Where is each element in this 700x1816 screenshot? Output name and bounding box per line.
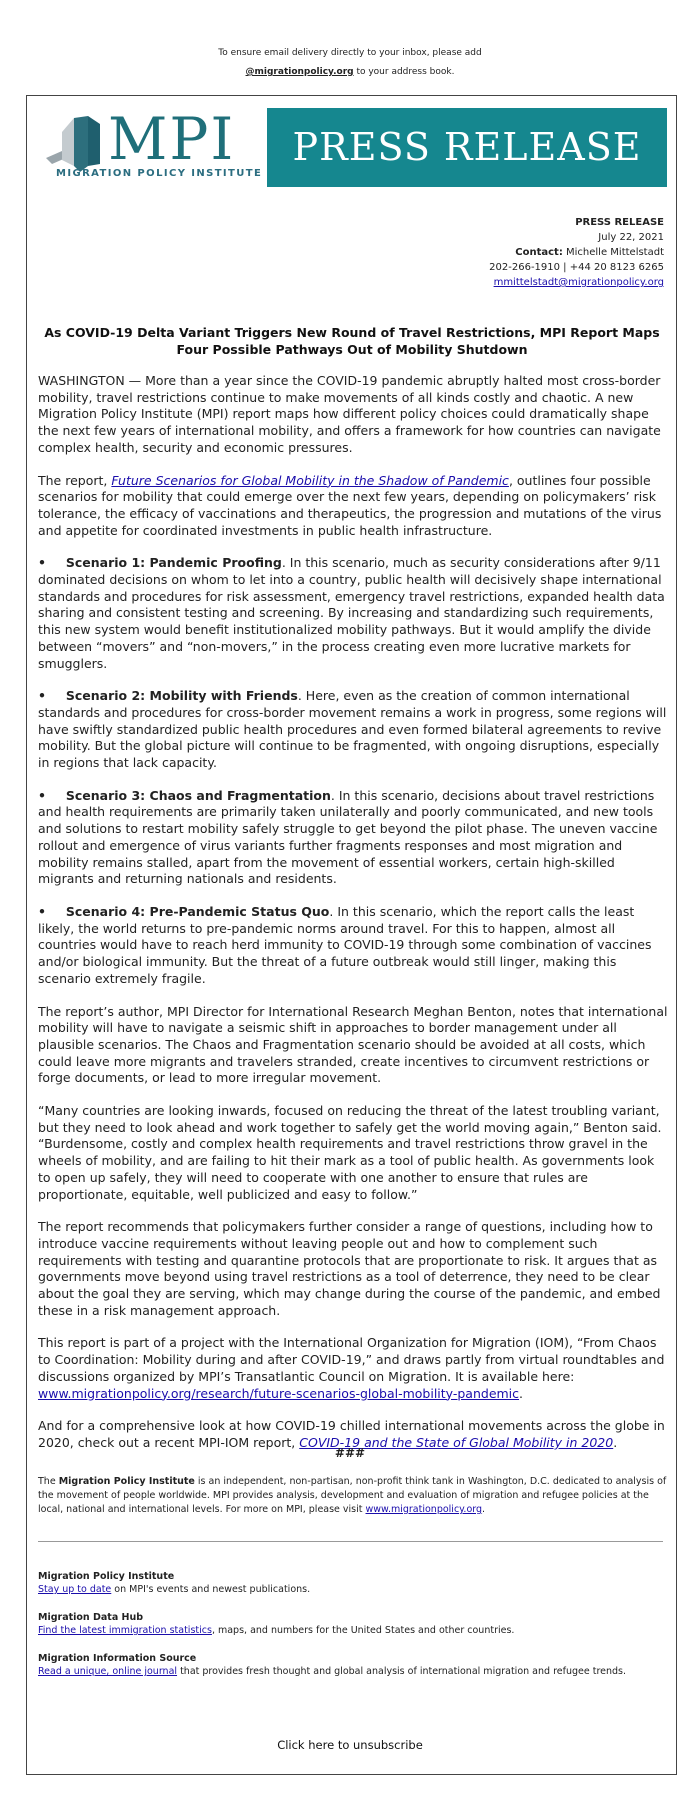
delivery-note-rest: to your address book. — [353, 67, 455, 77]
banner-title: PRESS RELEASE — [292, 125, 642, 169]
text-segment: is an independent, non-partisan, non-profit think tank in Washington, D.C. dedicated to analysis of the movement of people worldwide. MPI provides analysis, development and evaluation of migration and refugee policies at the local, national and international levels. For more on MPI, please visit — [38, 1476, 667, 1515]
footer-section-mpi — [38, 1570, 668, 1596]
unsubscribe-link[interactable]: Click here to unsubscribe — [277, 1738, 423, 1752]
meta-date: July 22, 2021 — [598, 232, 664, 243]
logo-mark-icon — [44, 114, 108, 172]
about-mpi — [38, 1475, 670, 1517]
text-segment: . — [482, 1504, 486, 1515]
meta-label: PRESS RELEASE — [575, 217, 664, 228]
about-org-name: Migration Policy Institute — [58, 1476, 195, 1487]
meta-phones: 202-266-1910 | +44 20 8123 6265 — [489, 262, 664, 273]
text-segment: The report, — [38, 472, 112, 488]
scenario-2-title: Scenario 2: Mobility with Friends — [65, 688, 298, 704]
scenario-4 — [38, 904, 670, 988]
stay-up-to-date-link[interactable]: Stay up to date — [38, 1584, 112, 1595]
logo-wordmark: MPI — [108, 105, 236, 173]
footer-text: that provides fresh thought and global analysis of international migration and refugee trends. — [177, 1666, 627, 1677]
paragraph-recommendations: The report recommends that policymakers further consider a range of questions, including how to introduce vaccine requirements without leaving people out and how to complement such requirements with testing and quarantine protocols that are proportionate to risk. It argues that as governments move beyond using travel restrictions as a tool of deterrence, they need to be clear about the goal they are serving, which may change during the course of the pandemic, and embed these in a risk management approach. — [38, 1219, 661, 1318]
press-release-banner — [267, 108, 667, 187]
text-segment: The — [38, 1476, 59, 1487]
scenario-2 — [38, 688, 670, 772]
scenario-2-text: . Here, even as the creation of common international standards and procedures for cross-border movement remains a work in progress, some regions will have swiftly standardized public health procedures and even formed bilateral agreements to revive mobility. But the global picture will continue to be fragmented, with ongoing disruptions, especially in regions that lack capacity. — [38, 688, 667, 771]
scenario-1-text: . In this scenario, much as security considerations after 9/11 dominated decisions on whom to let into a country, public health will decisively shape international standards and procedures for risk assessment, emergency travel restrictions, expanded health data sharing and consistent testing and screening. By increasing and standardizing such requirements, this new system would benefit institutionalized mobility pathways. But it would amplify the divide between “movers” and “non-movers,” in the process creating even more lucrative markets for smugglers. — [38, 555, 665, 671]
related-report-link[interactable]: COVID-19 and the State of Global Mobility in 2020 — [299, 1434, 614, 1450]
text-segment: . — [613, 1434, 618, 1450]
bullet: • — [38, 555, 46, 571]
text-segment: . — [519, 1385, 524, 1401]
paragraph-report — [38, 473, 670, 540]
divider — [38, 1541, 663, 1542]
paragraph-author: The report’s author, MPI Director for International Research Meghan Benton, notes that international mobility will have to navigate a seismic shift in approaches to border management under all plausible scenarios. The Chaos and Fragmentation scenario should be avoided at all costs, which could leave more migrants and travelers stranded, create incentives to circumvent restrictions or forge documents, or lead to more irregular movement. — [38, 1003, 668, 1086]
report-title-link[interactable]: Future Scenarios for Global Mobility in the Shadow of Pandemic — [111, 472, 509, 488]
text-segment: This report is part of a project with the International Organization for Migration (IOM), “From Chaos to Coordination: Mobility during and after COVID-19,” and draws partly from virtual roundtables and discussions organized by MPI’s Transatlantic Council on Migration. It is available here: — [38, 1335, 665, 1384]
delivery-note-line1: To ensure email delivery directly to your inbox, please add — [218, 48, 482, 58]
scenario-4-title: Scenario 4: Pre-Pandemic Status Quo — [65, 903, 330, 919]
paragraph-project — [38, 1335, 670, 1402]
mpi-website-link[interactable]: www.migrationpolicy.org — [365, 1504, 483, 1515]
online-journal-link[interactable]: Read a unique, online journal — [38, 1666, 178, 1677]
text-segment: And for a comprehensive look at how COVID-19 chilled international movements across the globe in 2020, check out a recent MPI-IOM report, — [38, 1418, 665, 1450]
paragraph-quote: “Many countries are looking inwards, focused on reducing the threat of the latest troubling variant, but they need to look ahead and work together to safely get the world moving again,” Benton said. “Burdensome, costly and complex health requirements and travel restrictions throw gravel in the wheels of mobility, and are failing to hit their mark as a tool of public health. As governments look to open up safely, they will need to cooperate with one another to ensure that rules are proportionate, equitable, well publicized and easy to follow.” — [38, 1103, 662, 1202]
meta-contact-name: Michelle Mittelstadt — [562, 247, 664, 258]
scenario-3 — [38, 788, 670, 888]
latest-statistics-link[interactable]: Find the latest immigration statistics — [38, 1625, 212, 1636]
delivery-note-line2 — [0, 63, 700, 82]
scenario-3-title: Scenario 3: Chaos and Fragmentation — [65, 787, 331, 803]
bullet: • — [38, 688, 46, 704]
sender-email: @migrationpolicy.org — [245, 67, 354, 77]
contact-email-link[interactable]: mmittelstadt@migrationpolicy.org — [493, 277, 664, 288]
scenario-3-text: . In this scenario, decisions about travel restrictions and health requirements are primarily taken unilaterally and poorly communicated, and new tools and solutions to restart mobility safely struggle to get beyond the pilot phase. The uneven vaccine rollout and emergence of virus variants further fragments responses and most migration and mobility remains stalled, apart from the movement of essential workers, certain high-skilled migrants and returning nationals and residents. — [38, 787, 658, 887]
delivery-note — [0, 44, 700, 82]
footer-title: Migration Policy Institute — [38, 1571, 175, 1582]
end-marker: ### — [334, 1446, 366, 1460]
article-body — [38, 373, 670, 1468]
scenario-4-text: . In this scenario, which the report calls the least likely, the world returns to pre-pandemic norms around travel. For this to happen, almost all countries would have to reach herd immunity to COVID-19 through some combination of vaccines and/or biological immunity. But the threat of a future outbreak would still linger, making this scenario extremely fragile. — [38, 903, 652, 986]
footer-section-information-source — [38, 1652, 668, 1678]
text-segment: , outlines four possible scenarios for mobility that could emerge over the next few years, depending on policymakers’ risk tolerance, the efficacy of vaccinations and therapeutics, the progression and mutations of the virus and appetite for coordinated investments in public health infrastructure. — [38, 472, 662, 538]
headline: As COVID-19 Delta Variant Triggers New Round of Travel Restrictions, MPI Report Maps Four Possible Pathways Out of Mobility Shutdown — [44, 325, 660, 357]
footer-text: , maps, and numbers for the United States and other countries. — [211, 1625, 515, 1636]
press-meta — [489, 215, 664, 290]
scenario-1-title: Scenario 1: Pandemic Proofing — [65, 555, 282, 571]
footer-title: Migration Data Hub — [38, 1612, 144, 1623]
bullet: • — [38, 903, 46, 919]
footer-text: on MPI's events and newest publications. — [111, 1584, 311, 1595]
mpi-logo — [44, 105, 263, 184]
footer-title: Migration Information Source — [38, 1653, 197, 1664]
meta-contact — [489, 245, 664, 260]
meta-contact-label: Contact: — [515, 247, 563, 258]
report-url-link[interactable]: www.migrationpolicy.org/research/future-scenarios-global-mobility-pandemic — [38, 1385, 520, 1401]
bullet: • — [38, 787, 46, 803]
footer-section-data-hub — [38, 1611, 668, 1637]
scenario-1 — [38, 555, 670, 672]
logo-subtitle: MIGRATION POLICY INSTITUTE — [56, 168, 263, 179]
paragraph-intro: WASHINGTON — More than a year since the COVID-19 pandemic abruptly halted most cross-border mobility, travel restrictions continue to make movements of all kinds costly and chaotic. A new Migration Policy Institute (MPI) report maps how different policy choices could dramatically shape the next few years of international mobility, and offers a framework for how countries can navigate complex health, security and economic pressures. — [38, 373, 661, 455]
